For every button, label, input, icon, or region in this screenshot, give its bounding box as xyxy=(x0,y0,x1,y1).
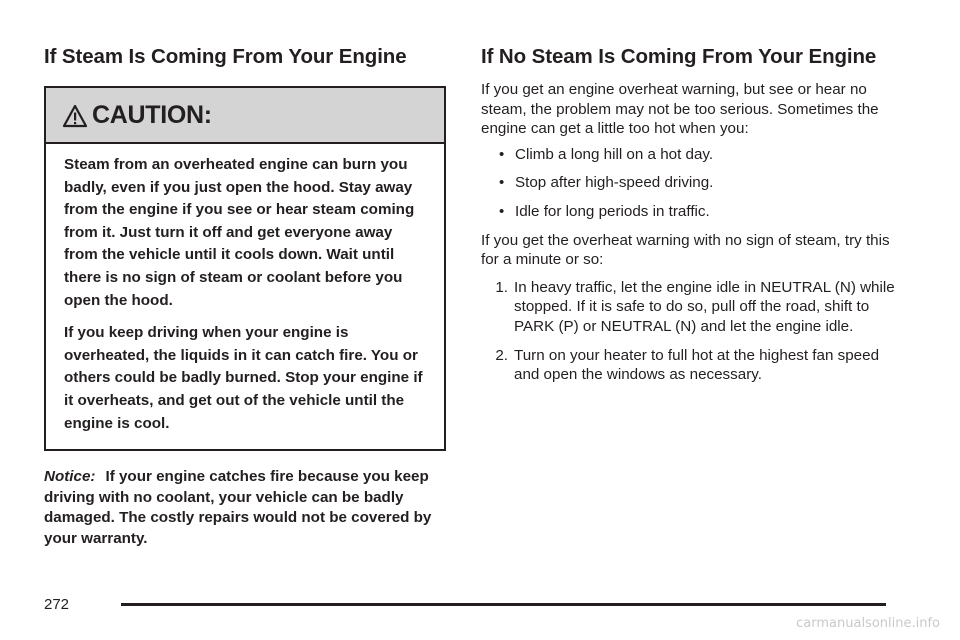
step-item xyxy=(481,278,901,337)
caution-body xyxy=(46,144,444,449)
step-text: Turn on your heater to full hot at the highest fan speed and open the windows as necessary. xyxy=(514,346,880,384)
steps-list xyxy=(481,278,901,385)
conditions-list xyxy=(481,145,901,222)
section-title-no-steam: If No Steam Is Coming From Your Engine xyxy=(481,45,877,68)
list-item: • Stop after high-speed driving. xyxy=(481,173,901,193)
step-number: 2. xyxy=(495,346,508,364)
footer-rule xyxy=(121,603,886,606)
left-column xyxy=(44,44,446,550)
caution-paragraph: Steam from an overheated engine can burn you badly, even if you just open the hood. Stay away from the engine if you see or hear steam coming from it. Just turn it off and get everyone away from the vehicle until it cools down. Wait until there is no sign of steam or coolant before you open the hood. xyxy=(64,156,415,309)
caution-box xyxy=(44,86,446,451)
notice-block xyxy=(44,467,446,549)
caution-warning-icon xyxy=(62,103,88,129)
notice-label: Notice: xyxy=(44,468,96,486)
page-number: 272 xyxy=(44,596,70,613)
step-number: 1. xyxy=(495,278,508,296)
list-item: • Idle for long periods in traffic. xyxy=(481,202,901,222)
caution-paragraph: If you keep driving when your engine is overheated, the liquids in it can catch fire. You or others could be badly burned. Stop your engine if it overheats, and get out of the vehicle until the engine is cool. xyxy=(64,324,423,432)
caution-label: CAUTION: xyxy=(92,100,212,129)
section-title-steam: If Steam Is Coming From Your Engine xyxy=(44,45,407,68)
list-item: • Climb a long hill on a hot day. xyxy=(481,145,901,165)
intro-paragraph: If you get an engine overheat warning, but see or hear no steam, the problem may not be too serious. Sometimes the engine can get a little too hot when you: xyxy=(481,81,879,138)
watermark: carmanualsonline.info xyxy=(796,616,940,631)
lead-paragraph: If you get the overheat warning with no sign of steam, try this for a minute or so: xyxy=(481,231,890,269)
notice-text: If your engine catches fire because you keep driving with no coolant, your vehicle can be badly damaged. The costly repairs would not be covered by your warranty. xyxy=(44,468,432,547)
right-column xyxy=(481,44,901,394)
step-item xyxy=(481,346,901,385)
step-text: In heavy traffic, let the engine idle in NEUTRAL (N) while stopped. If it is safe to do so, pull off the road, shift to PARK (P) or NEUTRAL (N) and let the engine idle. xyxy=(514,278,895,335)
caution-header xyxy=(46,88,444,144)
